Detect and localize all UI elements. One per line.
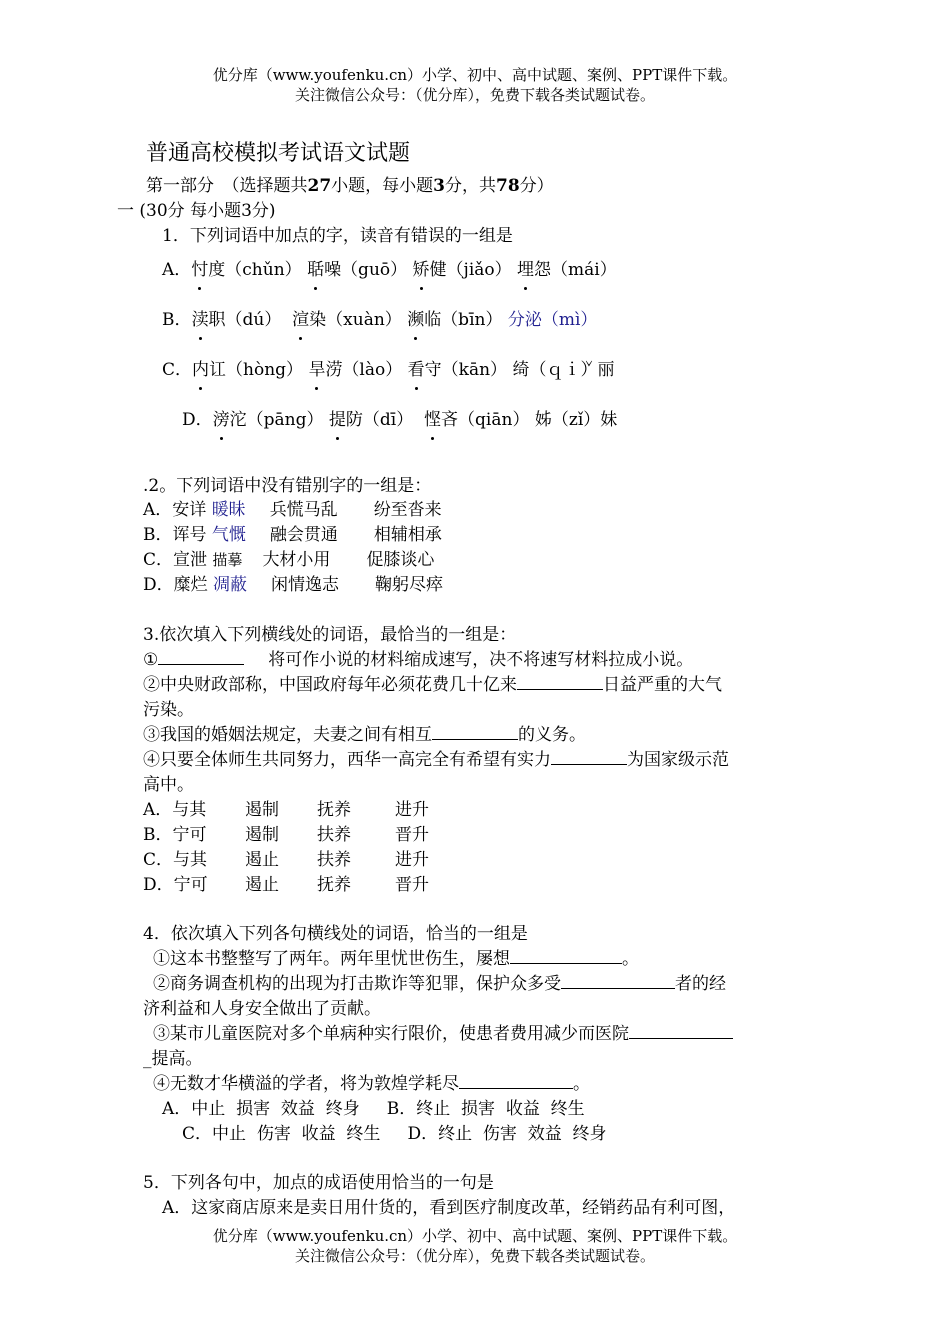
footer-line-2: 关注微信公众号：（优分库），免费下载各类试题试卷。 [294,1247,655,1265]
q4-sentence-3-cont: _提高。 [143,1049,203,1069]
q3-sentence-2: ②中央财政部称，中国政府每年必须花费几十亿来 日益严重的大气 [143,675,722,695]
section-heading: 一 (30分 每小题3分) [117,201,276,221]
q5-stem: 5．下列各句中，加点的成语使用恰当的一句是 [143,1173,494,1193]
q4-stem: 4．依次填入下列各句横线处的词语，恰当的一组是 [143,924,528,944]
q1-option-c: C．内讧（hòng） 旱涝（lào） 看守（kān） 绮（ｑｉ̌）丽 [162,358,614,383]
header-line-2: 关注微信公众号：（优分库），免费下载各类试题试卷。 [294,86,655,104]
q3-stem: 3.依次填入下列横线处的词语，最恰当的一组是： [143,625,517,645]
q2-option-a: A．安详 暖昧 兵慌马乱 纷至沓来 [143,500,442,520]
page-title: 普通高校模拟考试语文试题 [146,141,411,166]
q2-option-d: D．糜烂 凋蔽 闲情逸志 鞠躬尽瘁 [143,575,444,595]
q2-option-b: B．诨号 气慨 融会贯通 相辅相承 [143,525,442,545]
q3-sentence-2-cont: 污染。 [143,700,194,720]
footer-line-1: 优分库（www.youfenku.cn）小学、初中、高中试题、案例、PPT课件下载。 [212,1227,738,1245]
q2-option-c: C．宣泄 描摹 大材小用 促膝谈心 [143,550,435,570]
q3-sentence-3: ③我国的婚姻法规定，夫妻之间有相互 的义务。 [143,725,586,745]
q3-sentence-4-cont: 高中。 [143,775,194,795]
q1-option-a: A．忖度（chǔn） 聒噪（guō） 矫健（jiǎo） 埋怨（mái） [162,258,617,283]
q3-sentence-1: ① 将可作小说的材料缩成速写，决不将速写材料拉成小说。 [143,650,694,670]
q3-option-d: D．宁可 遏止 抚养 晋升 [143,875,429,895]
q1-option-d: D．滂沱（pāng） 提防（dī） 悭吝（qiān） 姊（zǐ）妹 [182,408,617,433]
q3-option-c: C．与其 遏止 扶养 进升 [143,850,429,870]
q4-sentence-3: ③某市儿童医院对多个单病种实行限价，使患者费用减少而医院 [153,1022,733,1047]
q4-options-ab: A．中止 损害 效益 终身 B．终止 损害 收益 终生 [162,1099,585,1119]
q4-sentence-2: ②商务调查机构的出现为打击欺诈等犯罪，保护众多受 者的经 [153,974,726,994]
q3-option-b: B．宁可 遏制 扶养 晋升 [143,825,429,845]
q1-option-b: B．渎职（dú） 渲染（xuàn） 濒临（bīn） 分泌（mì） [162,308,597,333]
part-heading: 第一部分 （选择题共27小题，每小题3分，共78分） [146,176,554,196]
q3-sentence-4: ④只要全体师生共同努力，西华一高完全有希望有实力 为国家级示范 [143,750,729,770]
q4-sentence-1: ①这本书整整写了两年。两年里忧世伤生，屡想 。 [153,949,639,969]
q4-options-cd: C．中止 伤害 收益 终生 D．终止 伤害 效益 终身 [182,1124,607,1144]
header-line-1: 优分库（www.youfenku.cn）小学、初中、高中试题、案例、PPT课件下载。 [212,66,738,84]
q5-option-a: A．这家商店原来是卖日用什货的，看到医疗制度改革，经销药品有利可图， [162,1198,736,1218]
q3-option-a: A．与其 遏制 抚养 进升 [143,800,429,820]
q4-sentence-2-cont: 济利益和人身安全做出了贡献。 [143,999,381,1019]
q1-stem: 1．下列词语中加点的字，读音有错误的一组是 [162,226,513,246]
q4-sentence-4: ④无数才华横溢的学者，将为敦煌学耗尽 。 [153,1074,590,1094]
q2-stem: .2。下列词语中没有错别字的一组是： [143,476,432,496]
